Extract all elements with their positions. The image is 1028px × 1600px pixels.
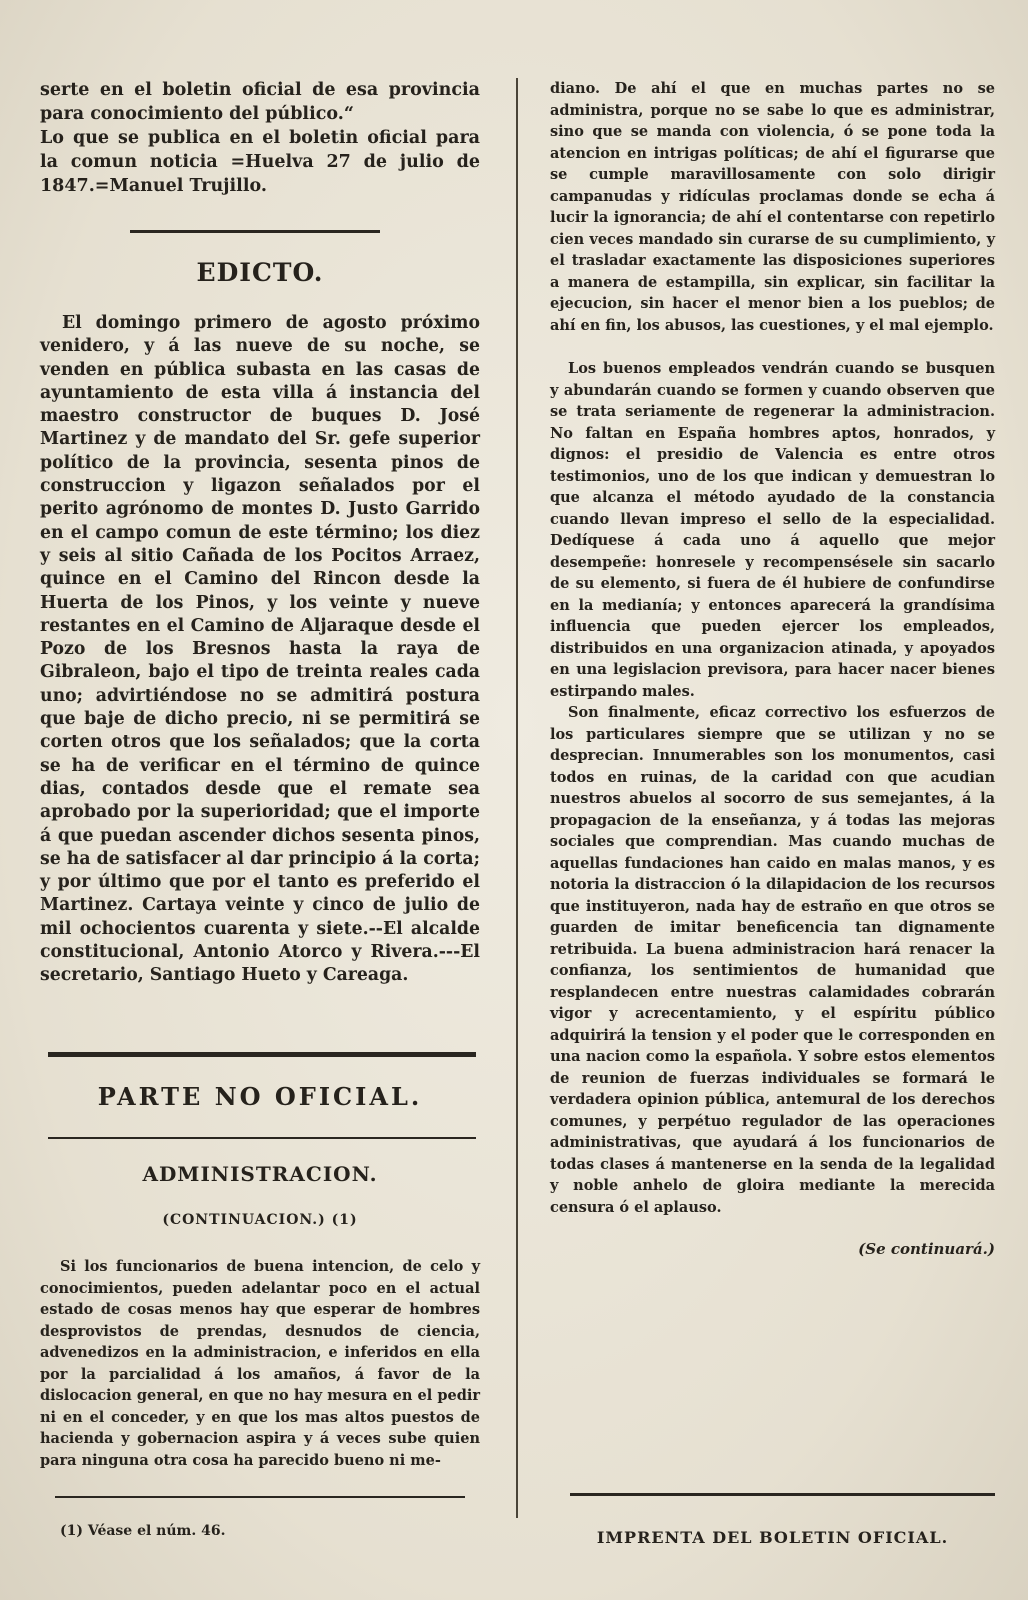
section-heading: PARTE NO OFICIAL. <box>97 1082 423 1111</box>
intro-text: serte en el boletin oficial de esa provincia para conocimiento del público.“ Lo que se publica en el boletin oficial para la comun noticia =Huelva 27 de julio de 1847.=Manuel Trujillo. <box>40 80 480 196</box>
divider-thick <box>48 1052 476 1057</box>
edict-body: El domingo primero de agosto próximo venidero, y á las nueve de su noche, se venden en pública subasta en las casas de ayuntamiento de esta villa á instancia del maestro constructor de buques D. José Martinez y de mandato del Sr. gefe superior político de la provincia, sesenta pinos de construccion y ligazon señalados por el perito agrónomo de montes D. Justo Garrido en el campo comun de este término; los diez y seis al sitio Cañada de los Pocitos Arraez, quince en el Camino del Rincon desde la Huerta de los Pinos, y los veinte y nueve restantes en el Camino de Aljaraque desde el Pozo de los Bresnos hasta la raya de Gibraleon, bajo el tipo de treinta reales cada uno; advirtiéndose no se admitirá postura que baje de dicho precio, ni se permitirá se corten otros que los señalados; que la corta se ha de verificar en el término de quince dias, contados desde que el remate sea aprobado por la superioridad; que el importe á que puedan ascender dichos sesenta pinos, se ha de satisfacer al dar principio á la corta; y por último que por el tanto es preferido el Martinez. Cartaya veinte y cinco de julio de mil ochocientos cuarenta y siete.--El alcalde constitucional, Antonio Atorco y Rivera.---El secretario, Santiago Hueto y Careaga. <box>40 313 480 986</box>
edict-heading: EDICTO. <box>196 258 324 287</box>
right-paragraph-1: diano. De ahí el que en muchas partes no se administra, porque no se sabe lo que es administrar, sino que se manda con violencia, ó se pone toda la atencion en intrigas políticas; de ahí el figurarse que se cumple maravillosamente con solo dirigir campanudas y ridículas proclamas donde se echa á lucir la ignorancia; de ahí el contentarse con repetirlo cien veces mandado sin curarse de su cumplimiento, y el trasladar exactamente las disposiciones superiores a manera de estampilla, sin explicar, sin facilitar la ejecucion, sin hacer el menor bien a los pueblos; de ahí en fin, los abusos, las cuestiones, y el mal ejemplo. <box>550 80 995 334</box>
imprint-rule <box>570 1493 995 1496</box>
imprint-line: IMPRENTA DEL BOLETIN OFICIAL. <box>596 1528 949 1547</box>
right-paragraph-3: Son finalmente, eficaz correctivo los esfuerzos de los particulares siempre que se utilizan y no se desprecian. Innumerables son los monumentos, casi todos en ruinas, de la caridad con que acudian nuestros abuelos al socorro de sus semejantes, á la propagacion de la enseñanza, y á todas las mejoras sociales que comprendian. Mas cuando muchas de aquellas fundaciones han caido en malas manos, y es notoria la distraccion ó la dilapidacion de los recursos que instituyeron, nada hay de estraño en que otros se guarden de imitar beneficencia tan dignamente retribuida. La buena administracion hará renacer la confianza, los sentimientos de humanidad que resplandecen entre nuestras calamidades cobrarán vigor y acrecentamiento, y el espíritu público adquirirá la tension y el poder que le corresponden en una nacion como la española. Y sobre estos elementos de reunion de fuerzas individuales se formará le verdadera opinion pública, antemural de los derechos comunes, y perpétuo regulador de las operaciones administrativas, que ayudará á los funcionarios de todas clases á mantenerse en la senda de la legalidad y noble anhelo de gloira mediante la merecida censura ó el aplauso. <box>550 704 995 1216</box>
footnote-rule <box>55 1496 465 1498</box>
right-paragraph-2: Los buenos empleados vendrán cuando se busquen y abundarán cuando se formen y cuando observen que se trata seriamente de regenerar la administracion. No faltan en España hombres aptos, honrados, y dignos: el presidio de Valencia es entre otros testimonios, uno de los que indican y demuestran lo que alcanza el método ayudado de la constancia cuando llevan impreso el sello de la especialidad. Dedíquese á cada uno á aquello que mejor desempeñe: honresele y recompensésele sin sacarlo de su elemento, si fuera de él hubiere de confundirse en la medianía; y entonces aparecerá la grandísima influencia que pueden ejercer los empleados, distribuidos en una organizacion atinada, y apoyados en una legislacion previsora, para hacer nacer bienes estirpando males. <box>550 360 995 700</box>
admin-subheading: (CONTINUACION.) (1) <box>162 1212 358 1228</box>
admin-heading: ADMINISTRACION. <box>142 1162 378 1186</box>
column-divider <box>516 78 518 1518</box>
footnote: (1) Véase el núm. 46. <box>60 1523 226 1539</box>
continuation-note: (Se continuará.) <box>858 1240 995 1258</box>
admin-body: Si los funcionarios de buena intencion, de celo y conocimientos, pueden adelantar poco en el actual estado de cosas menos hay que esperar de hombres desprovistos de prendas, desnudos de ciencia, advenedizos en la administracion, e inferidos en ella por la parcialidad á los amaños, á favor de la dislocacion general, en que no hay mesura en el pedir ni en el conceder, y en que los mas altos puestos de hacienda y gobernacion aspira y á veces sube quien para ninguna otra cosa ha parecido bueno ni me- <box>40 1258 480 1469</box>
divider-short <box>130 230 380 233</box>
divider-thin <box>48 1137 476 1139</box>
